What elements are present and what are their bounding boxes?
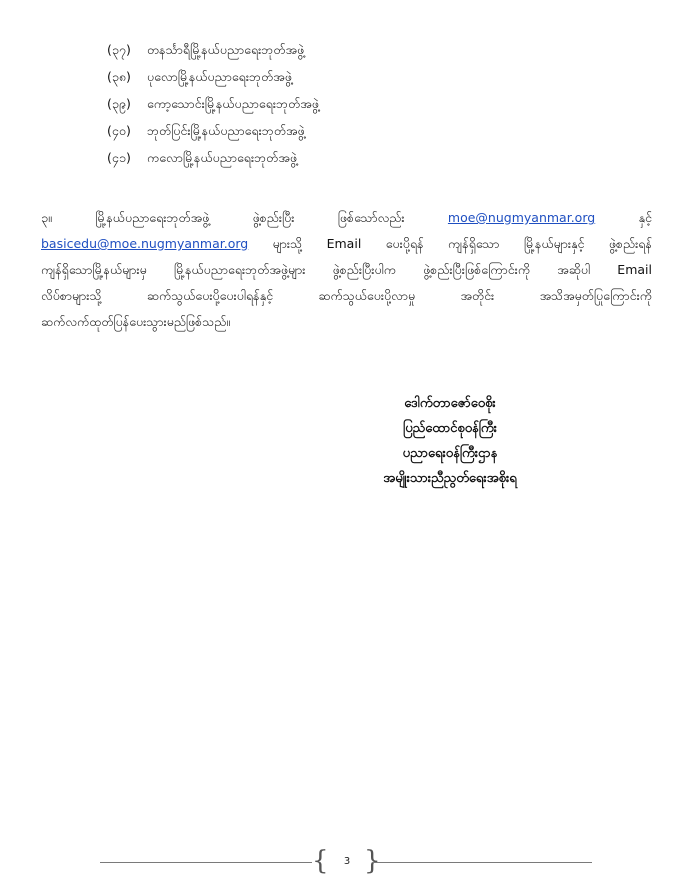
paragraph-word: Email — [326, 236, 362, 251]
township-board-list — [107, 40, 627, 175]
list-item-number: (၄၁) — [107, 150, 131, 165]
paragraph-word: လိပ်စာများသို့ — [41, 288, 102, 303]
paragraph-word: ကျန်ရှိသော — [448, 236, 500, 251]
paragraph-word: နှင့် — [638, 210, 652, 225]
signature-block — [350, 392, 550, 492]
signatory-title: ပြည်ထောင်စုဝန်ကြီး — [403, 421, 497, 436]
paragraph-word: အတိုင်း — [460, 288, 495, 303]
signatory-government: အမျိုးသားညီညွတ်ရေးအစိုးရ — [383, 471, 517, 486]
paragraph-word: မြို့နယ်ပညာရေးဘုတ်အဖွဲ့ — [95, 210, 210, 225]
paragraph-line — [41, 283, 652, 309]
paragraph-word: မြို့နယ်ပညာရေးဘုတ်အဖွဲ့များ — [173, 262, 306, 277]
paragraph-word: ဖွဲ့စည်းပြီးဖြစ်ကြောင်းကို — [423, 262, 531, 277]
paragraph-word: ဆက်လက်ထုတ်ပြန်ပေးသွားမည်ဖြစ်သည်။ — [41, 314, 231, 329]
paragraph-word: ဖွဲ့စည်းပြီးပါက — [332, 262, 396, 277]
paragraph-word: ဖြစ်သော်လည်း — [337, 210, 405, 225]
list-item-text: ဘုတ်ပြင်းမြို့နယ်ပညာရေးဘုတ်အဖွဲ့ — [147, 123, 305, 138]
paragraph-word: အသိအမှတ်ပြုကြောင်းကို — [539, 288, 652, 303]
email-link-moe[interactable]: moe@nugmyanmar.org — [447, 210, 596, 225]
paragraph-word: ဆက်သွယ်ပေးပို့ပေးပါရန်နှင့် — [146, 288, 274, 303]
paragraph-word: ဖွဲ့စည်းရန် — [608, 236, 652, 251]
list-item-text: ကလောမြို့နယ်ပညာရေးဘုတ်အဖွဲ့ — [147, 150, 297, 165]
list-item-number: (၃၇) — [107, 42, 131, 57]
signatory-name: ဒေါက်တာဇော်ဝေစိုး — [404, 396, 496, 411]
list-item-text: ပုလောမြို့နယ်ပညာရေးဘုတ်အဖွဲ့ — [147, 69, 292, 84]
list-item-number: (၄၀) — [107, 123, 131, 138]
instruction-paragraph — [41, 205, 652, 335]
paragraph-word: ဖွဲ့စည်းပြီး — [252, 210, 295, 225]
list-item — [107, 67, 627, 94]
paragraph-word: များသို့ — [272, 236, 303, 251]
list-item — [107, 148, 627, 175]
paragraph-word: Email — [617, 262, 652, 277]
paragraph-line — [41, 205, 652, 231]
paragraph-line — [41, 309, 652, 335]
signatory-ministry: ပညာရေးဝန်ကြီးဌာန — [402, 446, 498, 461]
paragraph-line — [41, 231, 652, 257]
page-footer — [100, 848, 592, 878]
footer-rule-left — [100, 862, 312, 863]
email-link-basicedu[interactable]: basicedu@moe.nugmyanmar.org — [41, 236, 249, 251]
paragraph-word: ဆက်သွယ်ပေးပို့လာမှု — [318, 288, 416, 303]
list-item — [107, 40, 627, 67]
list-item — [107, 94, 627, 121]
paragraph-word: ပေးပို့ရန် — [385, 236, 424, 251]
footer-rule-right — [372, 862, 592, 863]
page-number: 3 — [343, 856, 351, 867]
footer-brace-left: { — [312, 846, 329, 876]
list-item-text: တနင်္သာရီမြို့နယ်ပညာရေးဘုတ်အဖွဲ့ — [147, 42, 305, 57]
list-item-number: (၃၉) — [107, 96, 131, 111]
paragraph-word: ကျန်ရှိသောမြို့နယ်များမှ — [41, 262, 147, 277]
paragraph-word: အဆိုပါ — [557, 262, 591, 277]
footer-brace-right: } — [364, 846, 381, 876]
list-item-number: (၃၈) — [107, 69, 131, 84]
paragraph-line — [41, 257, 652, 283]
list-item — [107, 121, 627, 148]
paragraph-word: မြို့နယ်များနှင့် — [523, 236, 585, 251]
paragraph-number: ၃။ — [41, 210, 52, 225]
list-item-text: ကော့သောင်းမြို့နယ်ပညာရေးဘုတ်အဖွဲ့ — [147, 96, 319, 111]
